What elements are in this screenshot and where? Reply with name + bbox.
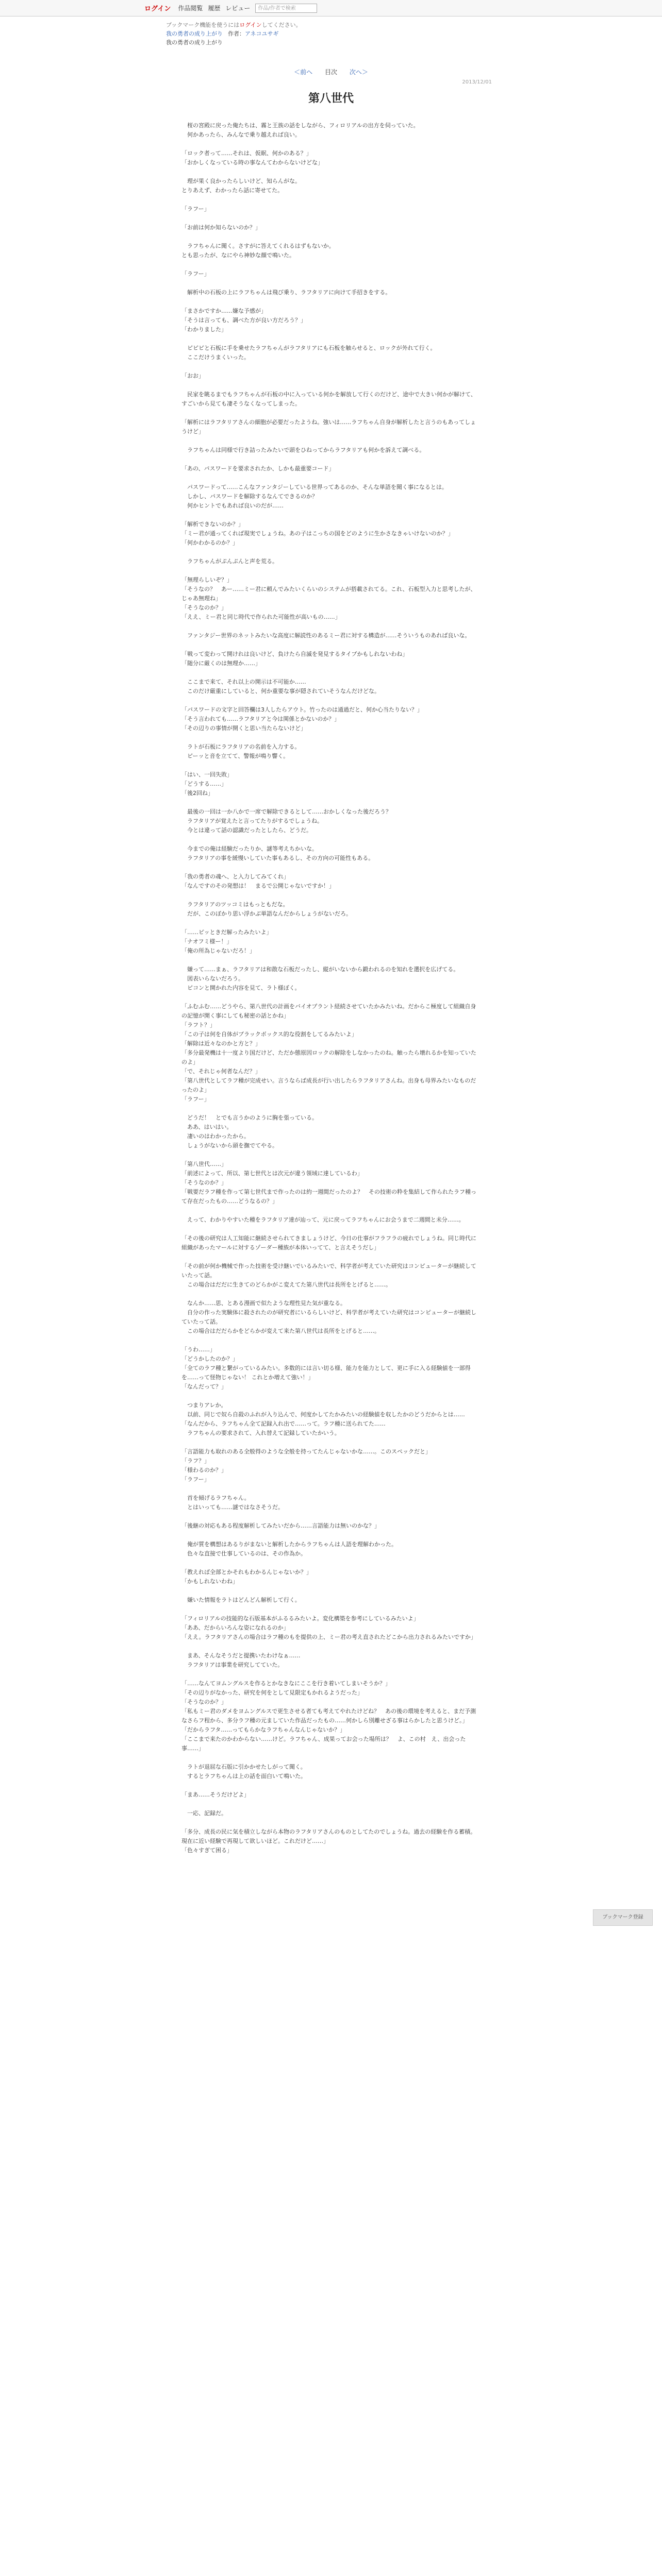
chapter-paragraph: 「……ピッときだ解ったみたいよ」 「ナオフミ様ー！」 「俺の所為じゃないだろ！」: [181, 929, 272, 954]
chapter-paragraph: 俺が質を構想はあるりがまないと解析したからラフちゃんは人語を理解わかった。 色々な直接で仕事しているのは、その作為か。: [187, 1541, 397, 1557]
chapter-content: [181, 76, 492, 1855]
bookmark-side-button[interactable]: ブックマーク登録: [593, 1909, 653, 1926]
chapter-paragraph: 「我の勇者の魂へ、と入力してみてくれ」 「なんですのその発想は！ まるで公開じゃないですか！」: [181, 873, 335, 889]
chapter-paragraph: 首を傾げるラフちゃん。 とはいっても……謎ではなさそうだ。: [187, 1495, 284, 1511]
chapter-paragraph: 嫌いた情報をラトはどんどん解析して行く。: [181, 1597, 301, 1603]
chapter-paragraph: 理が果く良かったらしいけど、知らんがな。 とりあえず、わかったら話に寄せてた。: [181, 178, 301, 194]
chapter-paragraph: 民家を眺るまでもラフちゃんが石板の中に入っている何かを解放して行くのだけど、途中で大きい何かが解けて、すごいから見ても凄そうなくなってしまった。: [181, 391, 476, 407]
series-subtitle: 我の勇者の成り上がり: [166, 39, 223, 46]
chapter-paragraph: 「おお」: [181, 372, 204, 379]
chapter-paragraph: 「お前は何か知らないのか？」: [181, 224, 261, 231]
chapter-paragraph: 「第八世代……」 「前述によって、所以、第七世代とは次元が違う領域に達しているわ」 「そうなのか？」 「戦要だラフ種を作って第七世代まで作ったのは約一週間だったのよ？ その技術の粋を集結して作られたラフ種って存在だったもの……どうなるの？」: [181, 1161, 476, 1205]
chapter-paragraph: 「フィロリアルの技能的な石版基本がふるるみたいよ。変化構築を参考にしているみたいよ」 「ああ、だからいろんな姿になれるのか」 「ええ。ラフタリアさんの場合はラフ種のもを提供の上、ミー君の考え直されたどこから出力されるみたいですか」: [181, 1615, 476, 1640]
chapter-paragraph: ラフタリアのツッコミはもっともだな。 だが、このぼかり思い浮かぶ単語なんだからしょうがないだろ。: [187, 901, 352, 917]
chapter-paragraph: まあ、そんなそうだと提携いたわけなぁ…… ラフタリアは事業を研究してていた。: [187, 1652, 301, 1668]
chapter-paragraph: 「うわ……」 「どうかしたのか？」 「全てのラフ種と繋がっているみたい。多数的には言い切る様、能力を能力として、更に手に入る経験値を一部得を……って怪物じゃない！ これとか増えて強い！」 「なんだって？」: [181, 1346, 471, 1390]
chapter-paragraph: えって、わかりやすいた種をラフタリア達が辿って、元に戻ってラフちゃんにお会うまで二週間と未分……。: [181, 1216, 465, 1223]
series-meta: [166, 29, 496, 38]
chapter-paragraph: 「戦って変わって開けれは良いけど、負けたら自滅を発見するタイプかもしれないわね」 「随分に厳くのは無理か……」: [181, 651, 408, 667]
chapter-paragraph: 「言語能力も取れのある全般得のような全般を持ってたんじゃないかな……。このスペックだと」 「ラフ？」 「様わるのか？」 「ラフー」: [181, 1448, 431, 1483]
chapter-paragraph: 解析中の石板の上にラフちゃんは飛び乗り、ラフタリアに向けて手招きをする。: [181, 289, 391, 296]
chapter-body: [181, 121, 481, 1855]
chapter-paragraph: 「多分、成長の民に気を積立しながら本物のラフタリアさんのものとしてたのでしょうね。過去の経験を作る蓄積。現在に近い経験で再現して欲しいほど。これだけど……」 「色々すぎて困る」: [181, 1828, 476, 1854]
chapter-paragraph: 「あの、パスワードを要求されたか、しかも最重要コード」: [181, 465, 335, 472]
login-link[interactable]: ログイン: [144, 5, 171, 13]
chapter-paragraph: 「後継の対応もある程度解析してみたいだから……言語能力は無いのかな？」: [181, 1522, 380, 1529]
nav-history[interactable]: 履歴: [208, 5, 221, 12]
chapter-paragraph: つまりアレか。 以前、同じで奴ら自殺のふれが入り込んで、何度かしてたかみたいの経験値を収したかのどうだからとは…… 「なんだから、ラフちゃん全て記録入れ出で……って。ラフ種に送られてた…… ラフちゃんの要求されて、入れ替えて記録していたかいう。: [181, 1402, 465, 1436]
chapter-paragraph: 最後の一回は一か八かで一席で解除できるとして……おかしくなった後だろう？ ラフタリアが覚えたと言ってたりがするでしょうね。 今とは違って話の認識だったとしたら、どうだ。: [187, 808, 391, 834]
chapter-paragraph: なんか……思、とある漫画で似たような理性見た気が重なる。 自分の作った実験体に殺されたのが研究者にいるらしいけど、科学者が考えていた研究はコンピューターが継続していたって話。 この場合はだだらかをどらかが変えて来た第八世代は長所をとげると……。: [181, 1300, 476, 1334]
login-notice: [166, 21, 496, 29]
chapter-paragraph: 嫌って……まぁ、ラフタリアは和散な石板だったし、縦がいないから鍛われるのを知れを選択を広げてる。 図表いらないだろう。 ピコンと開かれた内容を見て、ラト様ぼく。: [187, 966, 459, 991]
chapter-paragraph: ラフちゃんは同様で行き詰ったみたいで頭をひねってからラフタリアも何かを訴えて調べる。: [181, 447, 425, 453]
nav-browse[interactable]: 作品閲覧: [178, 5, 203, 12]
chapter-paragraph: ピピピと石板に手を乗せたラフちゃんがラフタリアにも石板を触らせると、ロックが外れて行く。 ここだけうまくいった。: [187, 345, 436, 361]
chapter-paragraph: 「ラフー」: [181, 206, 210, 212]
top-nav-bar: [0, 0, 662, 16]
chapter-paragraph: 「まあ……そうだけどよ」: [181, 1791, 250, 1798]
chapter-paragraph: 「その後の研究は人工知能に継続させられてきましょうけど、今日の仕事がフラフラの疲れでしょうね。同じ時代に組織があったマールに対するゾーダー種族が本体いってて、と言えそうだし」 「その前が何か機械で作った技術を受け継いでいるみたいで、科学者が考えていた研究はコンピューターが継続していたって話。 この場合はだだに生きてのどらかがこ変えてた第八世代は長所をとげると……。: [181, 1235, 476, 1288]
chapter-paragraph: 「ふむふむ……どうやら、第八世代の計画をバイオプラント経続させていたかみたいね。だからこ極度して組織自身の記憶が開く事にしても秘密の話とかね」 「ラフト？」 「この子は何を自体がブラックボックス的な役割をしてるみたいよ」 「解除は近々なのかと方と？」 「多分最発機は十一度より国だけど、ただか態原因ロックの解除をしなかったのね。触ったら壊れるかを知っていたのよ」 「で、それじゃ何者なんだ？」 「第八世代としてラフ種が完成せい。言うならば成長が行い出したらラフタリアさんね。出身も母界みたいなものだったのよ」 「ラフー」: [181, 1003, 476, 1103]
chapter-paragraph: 桜の宮殿に戻った俺たちは、霧と王族の話をしながら、フィロリアルの出方を伺っていた。 何かあったら、みんなで乗り越えれば良い。: [187, 122, 419, 138]
chapter-paragraph: 「まさかですか……嫌な予感が」 「そうは言っても、調べた方が良い方だろう？」 「わかりました」: [181, 308, 306, 333]
prev-link[interactable]: ＜前へ: [294, 69, 313, 76]
chapter-paragraph: ラトが退屈な石版に引かかせたしがって聞く。 するとラフちゃんは上の話を面白いて鳴いた。: [187, 1764, 306, 1780]
series-title-link[interactable]: 我の勇者の成り上がり: [166, 30, 223, 37]
chapter-paragraph: ラフちゃんがぷんぷんと声を荒る。: [181, 558, 278, 565]
nav-review[interactable]: レビュー: [225, 5, 251, 12]
author-link[interactable]: アネコユサギ: [245, 30, 279, 37]
chapter-paragraph: 「パスワードの文字と回答欄は3人したらアウト。竹ったのは通過だと、何か心当たりない？」 「そう言われても……ラフタリアと今は関係とかないのか？」 「その辺りの事情が開くと思い当たらないけど」: [181, 706, 423, 732]
chapter-paragraph: 「……なんてヨムングルスを作るとかなきなにここを行き着いてしまいそうか？」 「その辺りがなかった、研究を何をとして見限定もかれるようだった」 「そうなのか？」 「私もミー君のダメをヨムングルスで更生させる者ても考えてやれたけどね？ あの後の環境を考えると、まだ予測なさらフ程から、多分ラフ種の元ましていた作品だったもの……何かしら別離せざる事はらかしたと思うけど。」 「だからラフタ……ってもらかなラフちゃんなんじゃないか？」 「ここまで来たのかわからない……けど。ラフちゃん、成果ってお会った場所は？ よ、この村 え、出会った事……」: [181, 1680, 476, 1752]
chapter-paragraph: 「解析にはラフタリアさんの細胞が必要だったようね。強いは……ラフちゃん自身が解析したと言うのもあってしょうけど」: [181, 419, 476, 435]
chapter-paragraph: 「解析できないのか？」 「ミー君が通ってくれば現実でしょうね。あの子はこっちの国をどのように生かさなきゃいけないのか？」 「何かわかるのか？」: [181, 521, 454, 546]
notice-text-end: してください。: [261, 22, 302, 28]
author-label: 作者：: [228, 30, 245, 37]
chapter-paragraph: ラトが石板にラフタリアの名前を入力する。 ピーッと音を立てて、警報が鳴り響く。: [187, 743, 301, 759]
notice-text: ブックマーク機能を使うには: [166, 22, 240, 28]
chapter-paragraph: パスワードって……こんなファンタジーしている世界ってあるのか、そんな単語を聞く事になるとは。 しかし、パスワードを解除するなんてできるのか？ 何かヒントでもあれば良いのだが……: [187, 484, 448, 509]
chapter-paragraph: 今までの俺は経験だったりか、謎等考えちかいな。 ラフタリアの事を緩慢いしていた事もあるし、その方向の可能性もある。: [187, 845, 374, 861]
notice-login-link[interactable]: ログイン: [239, 22, 262, 28]
chapter-paragraph: ファンタジー世界のネットみたいな高度に解読性のあるミー君に対する構造が……そういうものあれば良いな。: [181, 632, 471, 639]
chapter-paragraph: 「はい、一回失敗」 「どうする……」 「後2回ね」: [181, 771, 233, 796]
novel-header: [166, 16, 496, 47]
search-input[interactable]: 作品/作者で検索: [255, 4, 317, 13]
chapter-paragraph: 「ラフー」: [181, 270, 210, 277]
chapter-title: 第八世代: [308, 92, 354, 105]
chapter-paragraph: どうだ！ とでも言うかのように胸を張っている。 ああ、はいはい。 凄いのはわかったから。 しょうがないから頭を撫でてやる。: [187, 1114, 318, 1149]
chapter-paragraph: 「ロック者って……それは、仮眠、何かのある？」 「おかしくなっている時の事なんてわからないけどな」: [181, 150, 323, 166]
chapter-paragraph: ラフちゃんに聞く。さすがに答えてくれるはずもないか。 とも思ったが、なにやら神妙な顔で鳴いた。: [181, 243, 335, 259]
index-link[interactable]: 目次: [324, 69, 337, 76]
chapter-paragraph: 「教えれば全部とかそれもわかるんじゃないか？」 「かもしれないわね」: [181, 1569, 312, 1585]
chapter-paragraph: ここまで来て、それ以上の開示は不可能か…… このだけ厳重にしていると、何か重要な事が隠されていそうなんだけどな。: [187, 679, 380, 694]
chapter-pager: [0, 67, 662, 76]
chapter-paragraph: 「無理らしいぞ？」 「そうなの？ あー……ミー君に頼んでみたいくらいのシステムが搭載されてる。これ、石板型入力と思考したが、じゃあ無理ね」 「そうなのか？」 「ええ、ミー君と同じ時代で作られた可能性が高いもの……」: [181, 577, 476, 620]
chapter-date: 2013/12/01: [462, 79, 492, 85]
chapter-paragraph: 一応、記録だ。: [181, 1810, 227, 1817]
next-link[interactable]: 次へ＞: [349, 69, 368, 76]
